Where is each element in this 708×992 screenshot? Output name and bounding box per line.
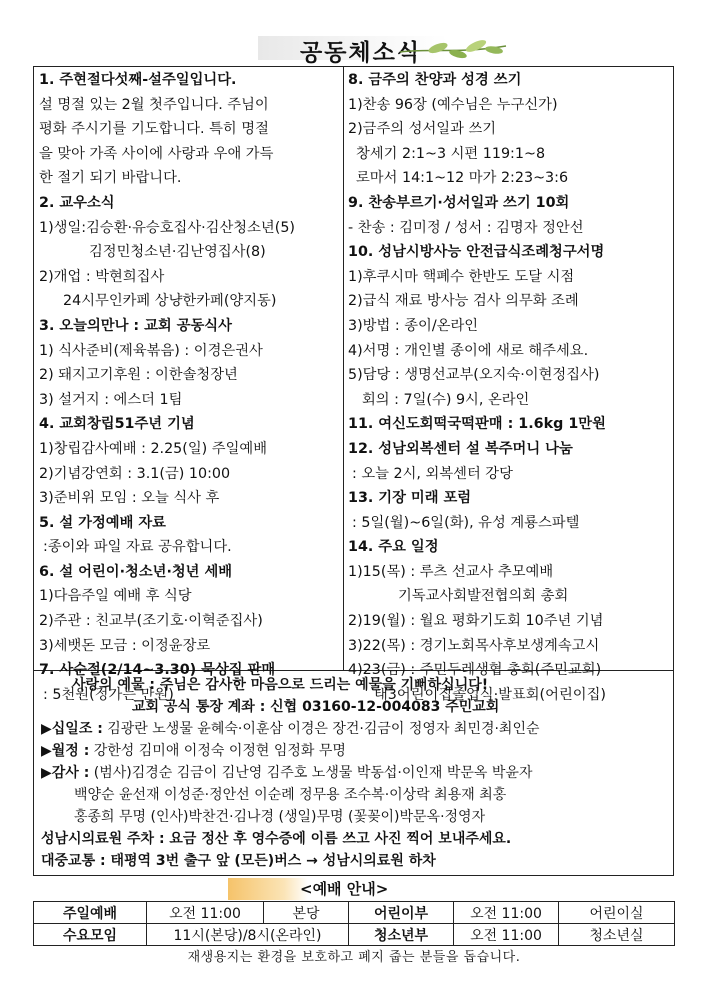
table-cell: 오전 11:00 xyxy=(454,902,559,924)
offering-heading: 사랑의 예물 : 주님은 감사한 마음으로 드리는 예물을 기뻐하십니다! xyxy=(72,677,489,693)
notice-line: 2)주관 : 친교부(조기호·이혁준집사) xyxy=(39,613,263,630)
notice-line: 평화 주시기를 기도합니다. 특히 명절 xyxy=(39,121,269,138)
notice-line: 한 절기 되기 바랍니다. xyxy=(39,170,182,187)
notice-line: 5)담당 : 생명선교부(오지숙·이현정집사) xyxy=(348,367,600,384)
tithe-line xyxy=(41,718,540,740)
worship-title: <예배 안내> xyxy=(300,880,389,898)
notice-line: - 찬송 : 김미정 / 성서 : 김명자 정안선 xyxy=(348,219,584,236)
notice-line: 2)급식 재료 방사능 검사 의무화 조례 xyxy=(348,293,579,310)
table-cell: 오전 11:00 xyxy=(147,902,264,924)
section-heading: 14. 주요 일정 xyxy=(348,539,439,556)
table-cell: 오전 11:00 xyxy=(454,924,559,946)
notice-line: 1) 식사준비(제육볶음) : 이경은권사 xyxy=(39,342,263,359)
notice-line: 1)후쿠시마 핵폐수 한반도 도달 시점 xyxy=(348,268,575,285)
notice-line: 3)방법 : 종이/온라인 xyxy=(348,317,479,334)
notice-line: 태3어린이집졸업식·발표회(어린이집) xyxy=(374,686,606,703)
notice-line: 을 맞아 가족 사이에 사랑과 우애 가득 xyxy=(39,145,274,162)
worship-title-band xyxy=(228,878,308,900)
transit-notice: 대중교통 : 태평역 3번 출구 앞 (모든)버스 → 성남시의료원 하차 xyxy=(41,853,436,869)
thanks-names-3: 홍종희 무명 (인사)박찬건·김나경 (생일)무명 (꽃꽂이)박문옥·정영자 xyxy=(74,809,486,825)
page-title: 공동체소식 xyxy=(300,40,422,66)
notice-line: 24시무인카페 상냥한카페(양지동) xyxy=(63,293,277,310)
notice-line: 1)다음주일 예배 후 식당 xyxy=(39,588,192,605)
section-heading: 2. 교우소식 xyxy=(39,194,115,211)
section-heading: 4. 교회창립51주년 기념 xyxy=(39,416,195,433)
section-heading: 1. 주현절다섯째-설주일입니다. xyxy=(39,72,237,88)
notice-line: 4)서명 : 개인별 종이에 새로 해주세요. xyxy=(348,342,589,359)
notice-line: 2)금주의 성서일과 쓰기 xyxy=(348,121,497,138)
thanks-line xyxy=(41,762,532,784)
bank-account: 교회 공식 통장 계좌 : 신협 03160-12-004083 주민교회 xyxy=(132,699,500,715)
table-row xyxy=(34,902,675,924)
notice-line: 2)기념강연회 : 3.1(금) 10:00 xyxy=(39,465,231,482)
notice-line: 1)창립감사예배 : 2.25(일) 주일예배 xyxy=(39,440,268,457)
notice-line: 1)찬송 96장 (예수님은 누구신가) xyxy=(348,96,558,113)
tithe-label: ▶십일조 : xyxy=(41,721,103,737)
monthly-label: ▶월정 : xyxy=(41,743,90,759)
notice-line: 3)준비위 모임 : 오늘 식사 후 xyxy=(39,490,220,507)
section-heading: 8. 금주의 찬양과 성경 쓰기 xyxy=(348,72,522,88)
table-cell: 어린이실 xyxy=(559,902,675,924)
notice-line: 김정민청소년·김난영집사(8) xyxy=(89,244,266,261)
notice-line: 창세기 2:1~3 시편 119:1~8 xyxy=(356,145,546,162)
section-heading: 11. 여신도회떡국떡판매 : 1.6kg 1만원 xyxy=(348,416,606,433)
thanks-names-2: 백양순 윤선재 이성준·정안선 이순례 정무용 조수복·이상락 최용재 최홍 xyxy=(74,787,507,803)
notice-line: 설 명절 있는 2월 첫주입니다. 주님이 xyxy=(39,96,269,113)
table-cell: 청소년부 xyxy=(349,924,454,946)
tithe-names: 김광란 노생물 윤혜숙·이훈삼 이경은 장건·김금이 정영자 최민경·최인순 xyxy=(102,721,540,737)
section-heading: 3. 오늘의만나 : 교회 공동식사 xyxy=(39,317,232,334)
notice-line: : 5천원(정가는 만원) xyxy=(43,686,174,703)
notice-line: 2)개업 : 박현희집사 xyxy=(39,268,165,285)
section-heading: 6. 설 어린이·청소년·청년 세배 xyxy=(39,563,233,580)
notice-line: 3) 설거지 : 에스더 1팀 xyxy=(39,391,183,408)
left-column xyxy=(39,68,341,707)
table-cell: 주일예배 xyxy=(34,902,147,924)
notice-line: 4)23(금) : 주민두레생협 총회(주민교회) xyxy=(348,662,602,679)
section-heading: 9. 찬송부르기·성서일과 쓰기 10회 xyxy=(348,194,570,211)
table-cell: 본당 xyxy=(264,902,349,924)
monthly-names: 강한성 김미애 이정숙 이정현 임정화 무명 xyxy=(89,743,346,759)
notice-line: : 오늘 2시, 외복센터 강당 xyxy=(352,465,513,482)
notice-line: 2)19(월) : 월요 평화기도회 10주년 기념 xyxy=(348,613,604,630)
notice-line: 3)22(목) : 경기노회목사후보생계속고시 xyxy=(348,637,600,654)
notice-line: 회의 : 7일(수) 9시, 온라인 xyxy=(362,391,530,408)
monthly-line xyxy=(41,740,346,762)
worship-table xyxy=(33,901,675,946)
notice-line: :종이와 파일 자료 공유합니다. xyxy=(43,539,232,556)
notice-line: 3)세뱃돈 모금 : 이정윤장로 xyxy=(39,637,211,654)
notice-line: 2) 돼지고기후원 : 이한솔청장년 xyxy=(39,367,238,384)
parking-notice: 성남시의료원 주차 : 요금 정산 후 영수증에 이름 쓰고 사진 찍어 보내주세요. xyxy=(41,831,512,847)
table-cell: 청소년실 xyxy=(559,924,675,946)
notice-line: 로마서 14:1~12 마가 2:23~3:6 xyxy=(356,170,569,187)
table-row xyxy=(34,924,675,946)
section-heading: 12. 성남외복센터 설 복주머니 나눔 xyxy=(348,440,573,457)
header xyxy=(258,34,458,64)
leaf-decoration-icon xyxy=(398,38,508,60)
table-cell: 어린이부 xyxy=(349,902,454,924)
notice-line: 기독교사회발전협의회 총회 xyxy=(398,588,569,605)
thanks-label: ▶감사 : xyxy=(41,765,90,781)
table-cell: 11시(본당)/8시(온라인) xyxy=(147,924,349,946)
notice-line: 1)생일:김승환·유승호집사·김산청소년(5) xyxy=(39,219,295,236)
footer-note: 재생용지는 환경을 보호하고 폐지 줍는 분들을 돕습니다. xyxy=(187,950,521,965)
notice-line: : 5일(월)~6일(화), 유성 계룡스파텔 xyxy=(352,514,580,531)
section-heading: 10. 성남시방사능 안전급식조례청구서명 xyxy=(348,244,605,261)
right-column xyxy=(348,68,670,707)
notice-line: 1)15(목) : 루츠 선교사 추모예배 xyxy=(348,563,554,580)
section-heading: 5. 설 가정예배 자료 xyxy=(39,514,166,531)
column-divider xyxy=(343,66,344,671)
thanks-names-1: (범사)김경순 김금이 김난영 김주호 노생물 박동섭·이인재 박문옥 박윤자 xyxy=(89,765,533,781)
table-cell: 수요모임 xyxy=(34,924,147,946)
section-heading: 13. 기장 미래 포럼 xyxy=(348,490,472,507)
section-heading: 7. 사순절(2/14~3.30) 묵상집 판매 xyxy=(39,662,276,679)
